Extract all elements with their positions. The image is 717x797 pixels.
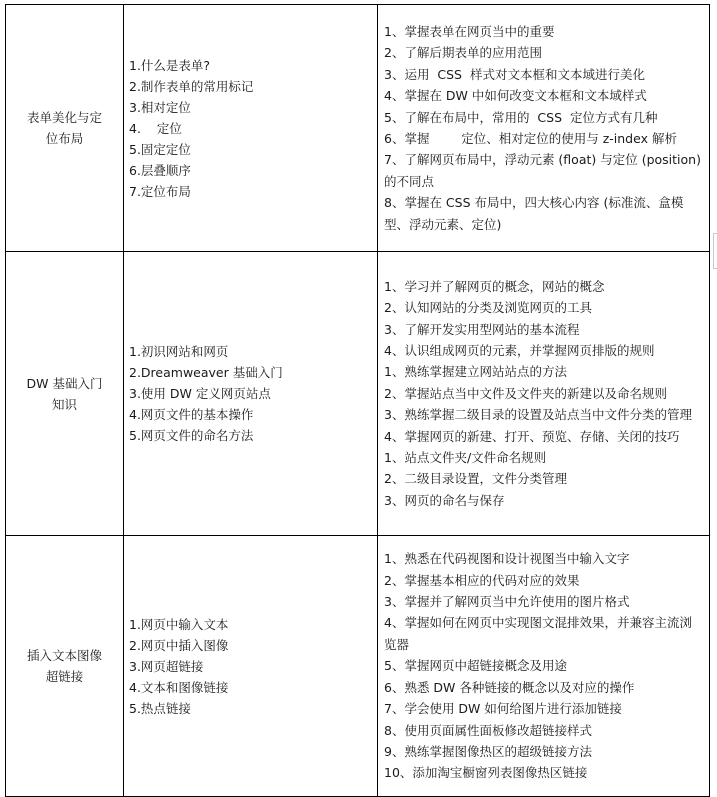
content-item: 1.什么是表单?	[129, 57, 211, 73]
page-edge-marker	[713, 233, 717, 269]
goal-item: 6、掌握 定位、相对定位的使用与 z-index 解析	[384, 131, 677, 146]
goal-item: 10、添加淘宝橱窗列表图像热区链接	[384, 765, 588, 781]
goal-item: 3、运用 CSS 样式对文本框和文本域进行美化	[384, 66, 645, 82]
content-item: 2.Dreamweaver 基础入门	[129, 365, 283, 380]
goal-item: 1、掌握表单在网页当中的重要	[384, 23, 555, 39]
content-cell	[124, 252, 378, 536]
goals-cell	[378, 252, 710, 536]
goal-item: 2、掌握基本相应的代码对应的效果	[384, 572, 580, 588]
topic-text: DW 基础入门	[26, 375, 103, 391]
content-item: 3.相对定位	[129, 99, 191, 115]
goal-item: 1、站点文件夹/文件命名规则	[384, 450, 547, 466]
topic-text: 插入文本图像	[26, 648, 102, 663]
content-item: 3.使用 DW 定义网页站点	[129, 386, 271, 401]
goal-item: 8、掌握在 CSS 布局中，四大核心内容 (标准流、盒模型、浮动元素、定位)	[384, 195, 684, 232]
content-item: 1.初识网站和网页	[129, 344, 229, 359]
goal-item: 2、掌握站点当中文件及文件夹的新建以及命名规则	[384, 385, 667, 401]
goal-item: 4、掌握网页的新建、打开、预览、存储、关闭的技巧	[384, 428, 680, 444]
goal-item: 6、熟悉 DW 各种链接的概念以及对应的操作	[384, 679, 635, 695]
content-item: 2.网页中插入图像	[129, 637, 229, 653]
goal-item: 1、熟悉在代码视图和设计视图当中输入文字	[384, 551, 630, 567]
goal-item: 2、了解后期表单的应用范围	[384, 45, 542, 61]
goal-item: 4、掌握在 DW 中如何改变文本框和文本域样式	[384, 88, 647, 104]
content-item: 3.网页超链接	[129, 658, 204, 674]
goal-item: 8、使用页面属性面板修改超链接样式	[384, 722, 592, 738]
goal-item: 9、熟练掌握图像热区的超级链接方法	[384, 743, 592, 759]
goal-item: 7、学会使用 DW 如何给图片进行添加链接	[384, 701, 622, 717]
content-item: 5.网页文件的命名方法	[129, 428, 254, 443]
table-row	[6, 536, 710, 797]
content-item: 2.制作表单的常用标记	[129, 78, 254, 94]
content-item: 6.层叠顺序	[129, 162, 191, 178]
goal-item: 1、学习并了解网页的概念，网站的概念	[384, 278, 605, 294]
goal-item: 3、网页的命名与保存	[384, 492, 505, 508]
content-item: 5.热点链接	[129, 700, 191, 716]
goal-item: 5、掌握网页中超链接概念及用途	[384, 658, 567, 674]
goal-item: 7、了解网页布局中，浮动元素 (float) 与定位 (position) 的不同点	[384, 152, 701, 189]
topic-cell	[6, 536, 124, 797]
content-item: 5.固定定位	[129, 141, 191, 157]
topic-cell	[6, 252, 124, 536]
goals-cell	[378, 5, 710, 252]
goal-item: 3、了解开发实用型网站的基本流程	[384, 321, 580, 337]
goal-item: 3、熟练掌握二级目录的设置及站点当中文件分类的管理	[384, 407, 692, 423]
table-row	[6, 5, 710, 252]
content-item: 4. 定位	[129, 120, 182, 136]
table-row	[6, 252, 710, 536]
goal-item: 4、认识组成网页的元素，并掌握网页排版的规则	[384, 342, 655, 358]
goal-item: 3、掌握并了解网页当中允许使用的图片格式	[384, 594, 630, 610]
content-item: 4.文本和图像链接	[129, 679, 229, 695]
goal-item: 5、了解在布局中，常用的 CSS 定位方式有几种	[384, 109, 658, 125]
goals-cell	[378, 536, 710, 797]
topic-text: 位布局	[45, 131, 84, 146]
goal-item: 2、认知网站的分类及浏览网页的工具	[384, 300, 592, 316]
goal-item: 1、熟练掌握建立网站站点的方法	[384, 364, 567, 380]
content-cell	[124, 5, 378, 252]
content-item: 1.网页中输入文本	[129, 616, 229, 632]
topic-cell	[6, 5, 124, 252]
topic-text: 知识	[51, 396, 77, 412]
topic-text: 超链接	[45, 669, 84, 684]
goal-item: 4、掌握如何在网页中实现图文混排效果，并兼容主流浏览器	[384, 615, 692, 652]
curriculum-table	[5, 4, 710, 797]
content-cell	[124, 536, 378, 797]
goal-item: 2、二级目录设置，文件分类管理	[384, 471, 567, 487]
content-item: 4.网页文件的基本操作	[129, 407, 254, 422]
content-item: 7.定位布局	[129, 183, 191, 199]
topic-text: 表单美化与定	[26, 110, 102, 125]
